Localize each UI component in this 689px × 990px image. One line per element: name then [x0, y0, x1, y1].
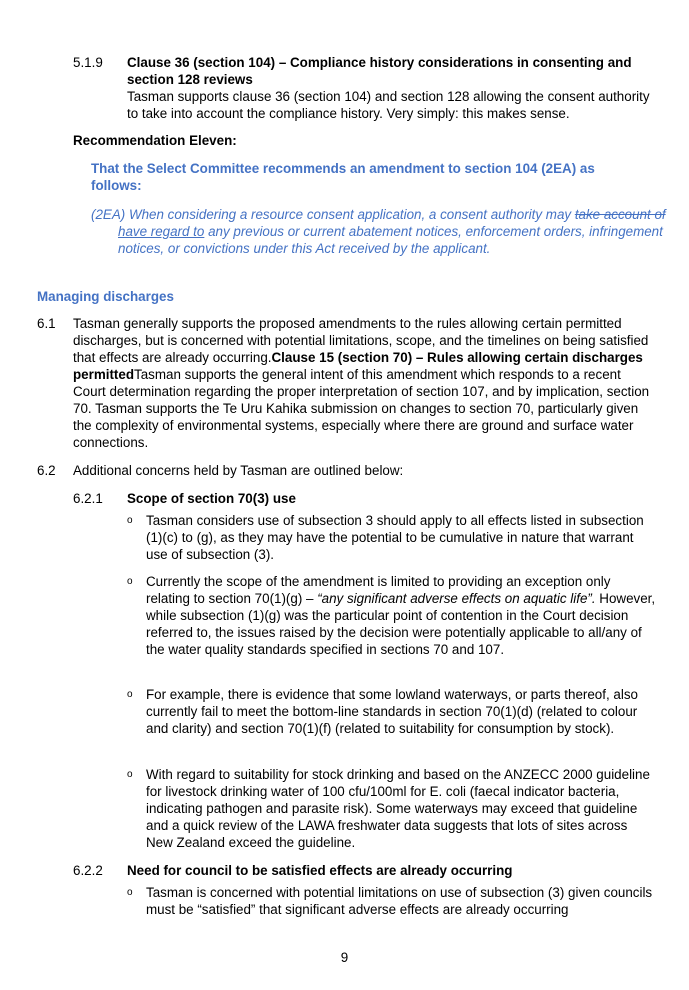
section-5-1-9-body: Tasman supports clause 36 (section 104) and section 128 allowing the consent authority to take into account the compliance history. Very simply: this makes sense. — [127, 89, 650, 121]
bullet-icon: o — [127, 515, 133, 526]
list-item — [127, 884, 656, 918]
section-6-2-2-number: 6.2.2 — [73, 863, 103, 878]
list-item — [127, 512, 656, 563]
section-6-2-2-title: Need for council to be satisfied effects are already occurring — [127, 863, 513, 878]
amendment-pre: (2EA) When considering a resource consent application, a consent authority may — [91, 207, 575, 222]
list-item-quote: “any significant adverse effects on aquatic life”. — [317, 591, 596, 606]
para-6-1-number: 6.1 — [37, 316, 56, 331]
list-item — [127, 766, 656, 851]
list-item-text-cont: However, while subsection (1)(g) was the particular point of contention in the Court decision referred to, the issues raised by the decision were potentially applicable to all/any of the water quality standards specified in sections 70 and 107. — [146, 591, 656, 657]
section-6-2-1-title: Scope of section 70(3) use — [127, 491, 296, 506]
page-number: 9 — [340, 950, 349, 965]
amendment-struck-text: take account of — [574, 207, 666, 222]
bullet-icon: o — [127, 769, 133, 780]
recommendation-heading: Recommendation Eleven: — [73, 133, 237, 148]
recommendation-text: That the Select Committee recommends an amendment to section 104 (2EA) as follows: — [91, 161, 595, 193]
para-6-1-text-b: Tasman supports the general intent of this amendment which responds to a recent Court determination regarding the proper interpretation of section 107, and by implication, section 70. Tasman supports the Te Uru Kahika submission on changes to section 70, particularly given the complexity of environmental systems, especially where there are ground and surface water connections. — [73, 367, 650, 450]
list-item — [127, 686, 656, 737]
para-6-1-bold: Clause 15 (section 70) – Rules allowing certain discharges permitted — [73, 350, 643, 382]
bullet-icon: o — [127, 887, 133, 898]
list-item-text: Tasman is concerned with potential limitations on use of subsection (3) given councils must be “satisfied” that significant adverse effects are already occurring — [146, 885, 653, 917]
para-6-2-number: 6.2 — [37, 463, 56, 478]
section-heading-managing-discharges: Managing discharges — [37, 289, 174, 304]
amendment-post: any previous or current abatement notices, enforcement orders, infringement notices, or convictions under this Act received by the applicant. — [118, 224, 663, 256]
list-item-text: With regard to suitability for stock drinking and based on the ANZECC 2000 guideline for livestock drinking water of 100 cfu/100ml for E. coli (faecal indicator bacteria, indicating pathogen and parasite risk). Some waterways may exceed that guideline and a quick review of the LAWA freshwater data suggests that lots of sites across New Zealand exceed the guideline. — [146, 767, 650, 850]
bullet-icon: o — [127, 576, 133, 587]
para-6-1-text — [73, 315, 657, 451]
section-5-1-9-title: Clause 36 (section 104) – Compliance history considerations in consenting and section 128 reviews — [127, 55, 632, 87]
recommendation-amendment — [91, 206, 674, 257]
list-item — [127, 573, 656, 658]
list-item-text: Currently the scope of the amendment is limited to providing an exception only relating to section 70(1)(g) – — [146, 574, 611, 606]
para-6-1-text-a: Tasman generally supports the proposed amendments to the rules allowing certain permitted discharges, but is concerned with potential limitations, scope, and the timelines on being satisfied that effects are already occurring. — [73, 316, 649, 365]
list-item-text: For example, there is evidence that some lowland waterways, or parts thereof, also currently fail to meet the bottom-line standards in section 70(1)(d) (related to colour and clarity) and section 70(1)(f) (related to suitability for consumption by stock). — [146, 687, 638, 736]
section-5-1-9-number: 5.1.9 — [73, 55, 103, 70]
para-6-2-text: Additional concerns held by Tasman are outlined below: — [73, 463, 404, 478]
section-6-2-1-number: 6.2.1 — [73, 491, 103, 506]
list-item-text: Tasman considers use of subsection 3 should apply to all effects listed in subsection (1)(c) to (g), as they may have the potential to be cumulative in nature that warrant use of subsection (3). — [146, 513, 644, 562]
amendment-inserted-text: have regard to — [118, 224, 205, 239]
bullet-icon: o — [127, 689, 133, 700]
